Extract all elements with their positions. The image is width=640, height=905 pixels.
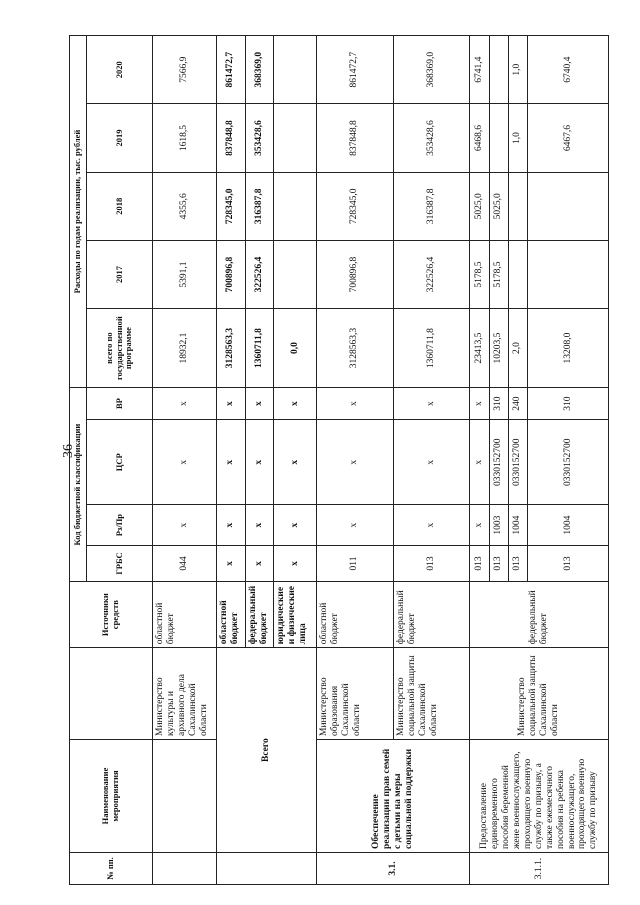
cell-executor: Министерство культуры и архивного дела Сахалинской области [153, 648, 217, 740]
header-csr: ЦСР [87, 420, 153, 505]
table-row [153, 36, 217, 885]
page-number: 36 [61, 444, 76, 458]
cell-2018: 5025,0 [489, 172, 508, 240]
header-2019: 2019 [87, 104, 153, 172]
cell-grbs: 044 [153, 545, 217, 581]
header-name: Наименование мероприятия [70, 739, 153, 852]
cell-executor: Министерство социальной защиты Сахалинской области [470, 648, 609, 740]
cell-grbs: 013 [508, 545, 527, 581]
header-total: всего по государственной программе [87, 309, 153, 388]
cell-2020 [489, 36, 508, 104]
cell-2020: 6741,4 [470, 36, 489, 104]
budget-table [69, 35, 609, 885]
cell-vr: 310 [527, 388, 608, 420]
cell-2020: 1,0 [508, 36, 527, 104]
cell-rzpr: x [216, 505, 245, 546]
cell-total: 23413,5 [470, 309, 489, 388]
cell-grbs: x [245, 545, 274, 581]
cell-total: 1360711,8 [245, 309, 274, 388]
cell-total: 3128563,3 [216, 309, 245, 388]
header-rzpr: Рз/Пр [87, 505, 153, 546]
table-row [470, 36, 489, 885]
cell-2017: 700896,8 [317, 240, 394, 308]
cell-name: Обеспечение реализации прав семей с детьми на меры социальной поддержки [317, 739, 470, 852]
header-source: Источники средств [70, 582, 153, 648]
cell-grbs: 013 [470, 545, 489, 581]
cell-vr: x [470, 388, 489, 420]
cell-2019: 353428,6 [393, 104, 470, 172]
table-row [317, 36, 394, 885]
header-2018: 2018 [87, 172, 153, 240]
cell-2019: 1,0 [508, 104, 527, 172]
cell-rzpr: x [393, 505, 470, 546]
cell-2018: 5025,0 [470, 172, 489, 240]
cell-vsego-label: Всего [216, 648, 316, 853]
cell-2020: 7566,9 [153, 36, 217, 104]
cell-2018: 316387,8 [393, 172, 470, 240]
cell-rzpr: x [470, 505, 489, 546]
cell-total: 0,0 [274, 309, 317, 388]
cell-2019: 837848,8 [216, 104, 245, 172]
cell-source: областной бюджет [153, 582, 217, 648]
cell-source: областной бюджет [216, 582, 245, 648]
header-2017: 2017 [87, 240, 153, 308]
cell-2019 [274, 104, 317, 172]
rotated-table-wrapper [69, 35, 609, 885]
cell-2017 [274, 240, 317, 308]
cell-grbs: 013 [393, 545, 470, 581]
cell-num: 3.1. [317, 853, 470, 885]
table-row [216, 36, 245, 885]
cell-name: Предоставление единовременного пособия беременной жене военнослужащего, проходящего военную службу по призыву, а также ежемесячного пособия на ребенка военнослужащего, проходящего военную службу по призыву [470, 739, 609, 852]
cell-csr: x [245, 420, 274, 505]
cell-2020: 6740,4 [527, 36, 608, 104]
cell-vr: 240 [508, 388, 527, 420]
header-grbs: ГРБС [87, 545, 153, 581]
cell-2017 [508, 240, 527, 308]
cell-2018 [527, 172, 608, 240]
cell-2019: 353428,6 [245, 104, 274, 172]
cell-2019: 6467,6 [527, 104, 608, 172]
cell-total: 1360711,8 [393, 309, 470, 388]
cell-rzpr: 1004 [508, 505, 527, 546]
cell-total: 13208,0 [527, 309, 608, 388]
cell-2018 [274, 172, 317, 240]
cell-source: юридические и физические лица [274, 582, 317, 648]
cell-2018 [508, 172, 527, 240]
cell-csr: 0330152700 [508, 420, 527, 505]
cell-2019: 837848,8 [317, 104, 394, 172]
cell-2017: 5178,5 [470, 240, 489, 308]
cell-source: областной бюджет [317, 582, 394, 648]
cell-2018: 728345,0 [216, 172, 245, 240]
cell-grbs: 011 [317, 545, 394, 581]
cell-csr: x [470, 420, 489, 505]
cell-rzpr: 1003 [489, 505, 508, 546]
cell-vr: x [216, 388, 245, 420]
cell-2020: 368369,0 [245, 36, 274, 104]
cell-num: 3.1.1. [470, 853, 609, 885]
cell-total: 18932,1 [153, 309, 217, 388]
cell-2017: 322526,4 [245, 240, 274, 308]
header-expenses-group: Расходы по годам реализации, тыс. рублей [70, 36, 87, 388]
cell-csr: x [274, 420, 317, 505]
cell-2020 [274, 36, 317, 104]
header-kbk-group: Код бюджетной классификации [70, 388, 87, 582]
cell-csr: 0330152700 [489, 420, 508, 505]
cell-executor: Министерство образования Сахалинской области [317, 648, 394, 740]
cell-rzpr: x [153, 505, 217, 546]
cell-vr: x [245, 388, 274, 420]
cell-2018: 4355,6 [153, 172, 217, 240]
cell-vr: x [153, 388, 217, 420]
cell-executor: Министерство социальной защиты Сахалинской области [393, 648, 470, 740]
cell-rzpr: x [317, 505, 394, 546]
cell-total: 3128563,3 [317, 309, 394, 388]
cell-2017: 322526,4 [393, 240, 470, 308]
cell-total: 2,0 [508, 309, 527, 388]
cell-2017 [527, 240, 608, 308]
header-vr: ВР [87, 388, 153, 420]
cell-2019: 1618,5 [153, 104, 217, 172]
cell-grbs: 013 [527, 545, 608, 581]
cell-rzpr: 1004 [527, 505, 608, 546]
cell-2019 [489, 104, 508, 172]
cell-total: 10203,5 [489, 309, 508, 388]
cell-grbs: x [216, 545, 245, 581]
cell-2018: 316387,8 [245, 172, 274, 240]
cell-csr: 0330152700 [527, 420, 608, 505]
header-row-1 [70, 36, 87, 885]
cell-2017: 700896,8 [216, 240, 245, 308]
header-num: № пп. [70, 853, 153, 885]
cell-vr: x [317, 388, 394, 420]
cell-rzpr: x [274, 505, 317, 546]
cell-2020: 861472,7 [216, 36, 245, 104]
cell-csr: x [317, 420, 394, 505]
cell-vr: x [274, 388, 317, 420]
cell-source: федеральный бюджет [393, 582, 470, 648]
cell-grbs: 013 [489, 545, 508, 581]
cell-rzpr: x [245, 505, 274, 546]
cell-num [153, 853, 217, 885]
cell-num [216, 853, 316, 885]
cell-vr: 310 [489, 388, 508, 420]
cell-2017: 5391,1 [153, 240, 217, 308]
cell-2019: 6468,6 [470, 104, 489, 172]
cell-source: федеральный бюджет [470, 582, 609, 648]
cell-source: федеральный бюджет [245, 582, 274, 648]
cell-2020: 861472,7 [317, 36, 394, 104]
cell-vr: x [393, 388, 470, 420]
cell-csr: x [216, 420, 245, 505]
cell-2018: 728345,0 [317, 172, 394, 240]
cell-grbs: x [274, 545, 317, 581]
cell-name [153, 739, 217, 852]
header-2020: 2020 [87, 36, 153, 104]
cell-csr: x [153, 420, 217, 505]
cell-2020: 368369,0 [393, 36, 470, 104]
header-executor [70, 648, 153, 740]
cell-2017: 5178,5 [489, 240, 508, 308]
cell-csr: x [393, 420, 470, 505]
